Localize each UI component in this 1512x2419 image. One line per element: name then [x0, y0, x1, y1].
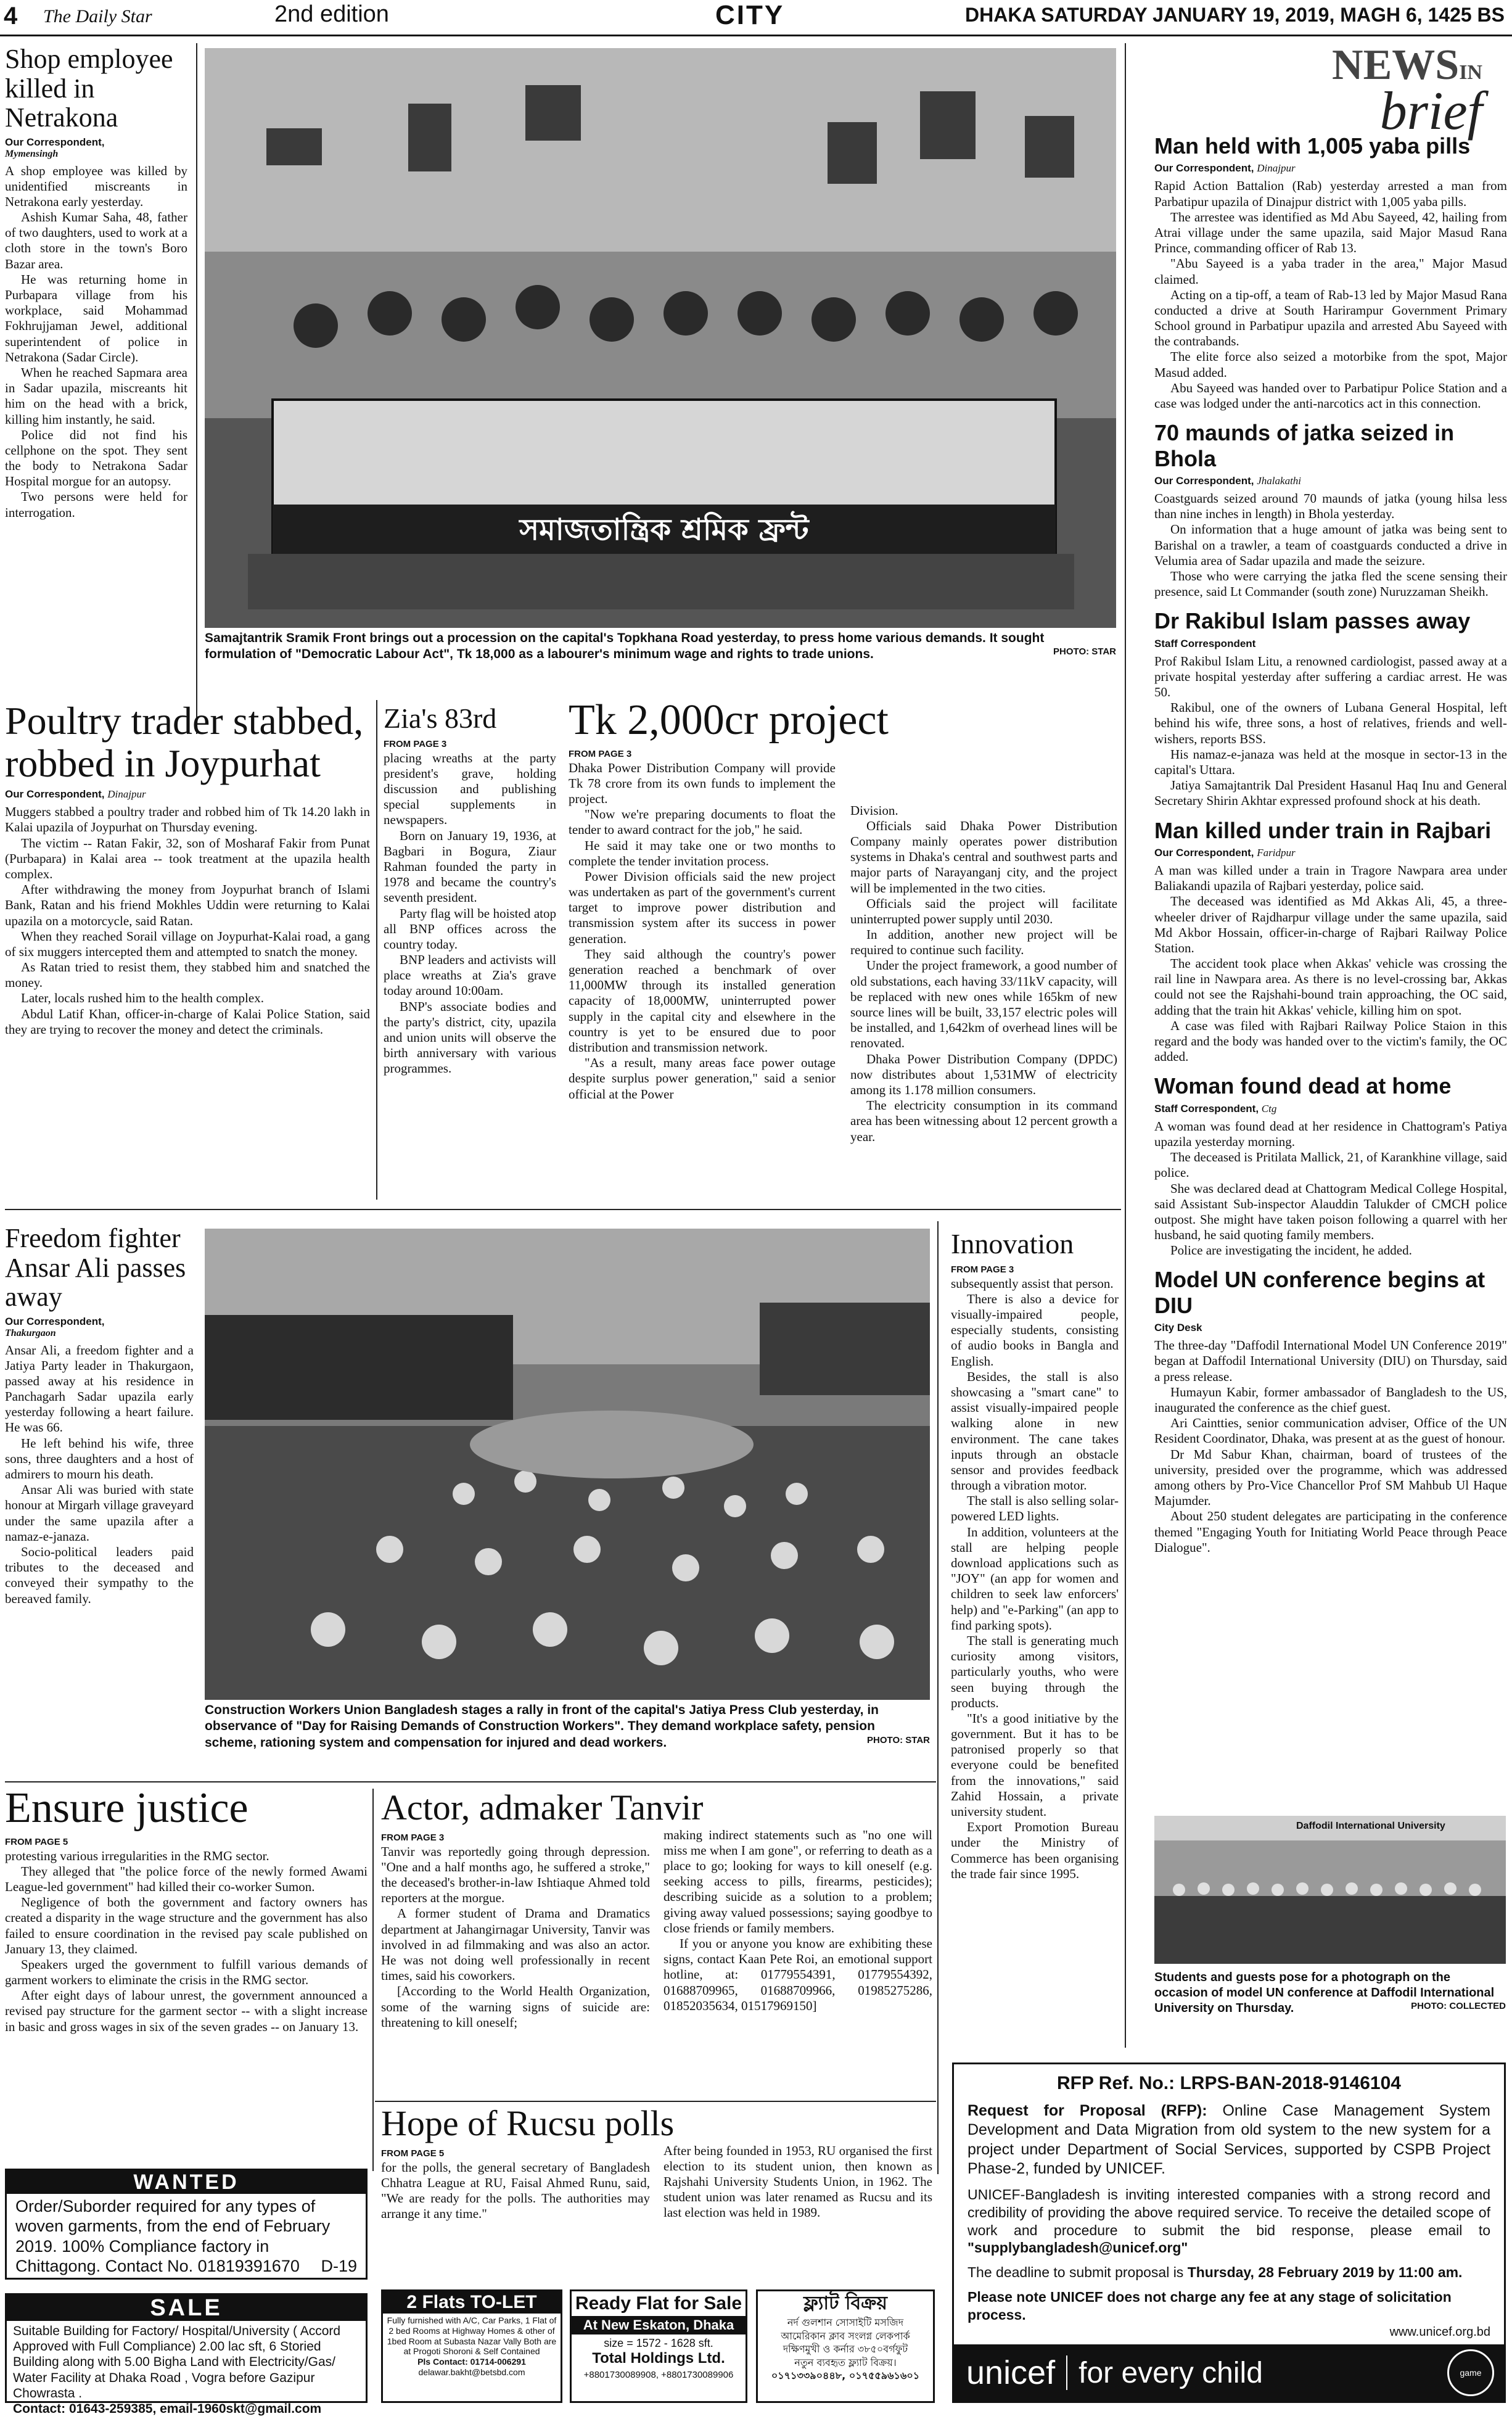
sale-ad: SALE Suitable Building for Factory/ Hospital/University ( Accord Approved with Full Compliance) 2.00 lac sft, 6 Storied Building along with 5.00 Bigha Land with Electricity/Gas/ Water Facility at Dhaka Road , Vogra before Gazipur Chowrasta . Contact: 01643-259385, email-1960skt@gmail.com: [5, 2293, 368, 2403]
headline: Hope of Rucsu polls: [381, 2103, 675, 2143]
news-in-brief: [1154, 41, 1507, 1556]
rfp-ref: RFP Ref. No.: LRPS-BAN-2018-9146104: [1057, 2073, 1401, 2093]
article-body-col1: Tanvir was reportedly going through depression. "One and a half months ago, he suffered a stroke," the deceased's brother-in-law Ishtiaque Ahmed told reporters at the morgue. A former student of Drama and Dramatics department at Jahangirnagar University, Tanvir was involved in ad filmmaking and was also an actor. He was not doing well professionally in recent times, said his coworkers. [According to the World Health Organization, some of the warning signs of suicide are: threatening to kill oneself;: [381, 1844, 650, 2030]
contact-email: "supplybangladesh@unicef.org": [968, 2240, 1188, 2256]
article-body-col2: Division. Officials said Dhaka Power Distribution Company mainly operates power distribution systems in Dhaka's central and southwest parts and major parts of Narayanganj city, and the project will be implemented in the two cities. Officials said the project will facilitate uninterrupted power supply until 2030. In addition, another new project will be required to continue such facility. Under the project framework, a good number of old substations, each having 33/11kV capacity, will be replaced with new ones while 165km of new source lines will be built, 33,157 electric poles will be installed, and 1,642km of overhead lines will be renovated. Dhaka Power Distribution Company (DPDC) now distributes about 1,531MW of electricity among its 1.178 million consumers. The electricity consumption in its command area has been witnessing about 12 percent growth a year.: [850, 802, 1117, 1144]
article-body: subsequently assist that person. There is also a device for visually-impaired people, especially students, consisting of audio books in Bangla and English. Besides, the stall is also showcasing a "smart cane" to assist visually-impaired people walking alone in new environment. The cane takes inputs through an obstacle sensor and provides feedback through a vibration motor. The stall is also selling solar-powered LED lights. In addition, volunteers at the stall are helping people download applications such as "JOY" (an app for women and children to seek law enforcers' help) and "e-Parking" (an app to find parking spots). The stall is generating much curiosity among visitors, particularly youths, who were seen buying through the products. "It's a good initiative by the government. But it has to be patronised properly so that everyone could be benefited from the innovations," said Zahid Hossain, a private university student. Export Promotion Bureau under the Ministry of Commerce has been organising the trade fair since 1995.: [951, 1275, 1119, 1881]
section-title: CITY: [715, 0, 785, 30]
article-body-col2: making indirect statements such as "no one will miss me when I am gone", or referring to death as a place to go; looking for ways to kill oneself (e.g. seeking access to pills, firearms, pesticides); describing suicide as a solution to a problem; giving away valued possessions; saying goodbye to close friends or family members. If you or anyone you know are exhibiting these signs, contact Kaan Pete Roi, an emotional support hotline, at: 01779554391, 01779554392, 01688709965, 01688709966, 01985275286, 01852035634, 01517969150]: [664, 1827, 932, 2013]
headline: Innovation: [951, 1228, 1074, 1259]
page-number: 4: [4, 2, 18, 30]
brief-headline: Man held with 1,005 yaba pills: [1154, 133, 1471, 159]
unicef-tagline: for every child: [1079, 2356, 1263, 2389]
article-body: Ansar Ali, a freedom fighter and a Jatiya Party leader in Thakurgaon, passed away at his residence in Panchagarh Sadar upazila early yesterday following a heart failure. He was 66. He left behind his wife, three sons, three daughters and a host of admirers to mourn his death. Ansar Ali was buried with state honour at Mirgarh village graveyard under the same upazila after a namaz-e-janaza. Socio-political leaders paid tributes to the deceased and conveyed their sympathy to the bereaved family.: [5, 1342, 194, 1606]
photo-caption-procession: Samajtantrik Sramik Front brings out a procession on the capital's Topkhana Road yesterday, to press home various demands. It sought formulation of "Democratic Labour Act", Tk 18,000 as a labourer's minimum wage and rights to trade unions. PHOTO: STAR: [205, 631, 1116, 662]
game-badge-icon: game: [1447, 2349, 1494, 2396]
photo-caption-model-un: Students and guests pose for a photograph on the occasion of model UN conference at Daffodil International University on Thursday. PHOTO: COLLECTED: [1154, 1971, 1506, 2015]
byline: Our Correspondent, Mymensingh: [5, 136, 105, 159]
fee-notice: Please note UNICEF does not charge any fee at any stage of solicitation process.: [968, 2289, 1452, 2323]
rally-image: [205, 1229, 930, 1700]
photo-model-un: [1154, 1816, 1506, 1964]
ready-flat-ad: Ready Flat for Sale At New Eskaton, Dhaka size = 1572 - 1628 sft. Total Holdings Ltd. +8801730089908, +8801730089906: [570, 2289, 747, 2403]
article-body-col1: Dhaka Power Distribution Company will provide Tk 78 crore from its own funds to implement the project. "Now we're preparing documents to float the tender to award contract for the job," he said. He said it may take one or two months to complete the tender invitation process. Power Division officials said the new project was undertaken as part of the government's current target to improve power distribution and transmission system after its success in power generation. They said although the country's power generation reached a benchmark of over 11,000MW through its installed generation capacity of 18,000MW, uninterrupted power supply in the capital city and elsewhere in the country is yet to be ensured due to poor distribution and transmission network. "As a result, many areas face power outage despite surplus power generation," said a senior official at the Power: [569, 760, 836, 1102]
brief-item: Man killed under train in Rajbari Our Correspondent, Faridpur A man was killed under a train in Tragore Nawpara area under Baliakandi upazila of Rajbari yesterday, police said. The deceased was identified as Md Akkas Ali, 45, a three-wheeler driver of Rajdharpur village under the same upazila, said Md Akbor Hossain, officer-in-charge of Rajbari Railway Police Station. The accident took place when Akkas' vehicle was crossing the rail line in Nawpara area. As there is no level-crossing bar, Akkas could not see the Rajshahi-bound train approaching, the OC said, adding that the train hit Akkas' vehicle, killing him on spot. A case was filed with Rajbari Railway Police Staion in this regard and the body was handed over to the victim's family, the OC added.: [1154, 817, 1507, 1065]
headline: Freedom fighter Ansar Ali passes away: [5, 1223, 186, 1313]
dateline: DHAKA SATURDAY JANUARY 19, 2019, MAGH 6, 1425 BS: [965, 4, 1505, 26]
unicef-logo: unicef: [966, 2354, 1056, 2391]
edition-label: 2nd edition: [274, 1, 389, 27]
article-body-col1: for the polls, the general secretary of Bangladesh Chhatra League at RU, Faisal Ahmed Runu, said, "We are ready for the polls. The authorities may arrange it any time.": [381, 2159, 650, 2222]
headline: Ensure justice: [5, 1784, 249, 1832]
headline: Tk 2,000cr project: [569, 696, 889, 744]
article-rucsu-polls: Hope of Rucsu polls FROM PAGE 5 for the polls, the general secretary of Bangladesh Chhatra League at RU, Faisal Ahmed Runu, said, "We are ready for the polls. The authorities may arrange it any time." After being founded in 1953, RU organised the first election to its student union, then known as Rajshahi University Students Union, in 1962. The student union was later renamed as Rucsu and its last election was held in 1989.: [381, 2103, 932, 2222]
masthead: [0, 0, 1512, 36]
byline: Our Correspondent, Thakurgaon: [5, 1315, 105, 1338]
photo-rally: [205, 1229, 930, 1700]
wanted-ad: WANTED Order/Suborder required for any types of woven garments, from the end of February 2019. 100% Compliance factory in Chittagong. Contact No. 01819391670 D-19: [5, 2169, 368, 2280]
photo-procession: [205, 48, 1116, 628]
headline: Zia's 83rd: [384, 703, 497, 734]
article-innovation: Innovation FROM PAGE 3 subsequently assist that person. There is also a device for visually-impaired people, especially students, consisting of audio books in Bangla and English. Besides, the stall is also showcasing a "smart cane" to assist visually-impaired people walking alone in new environment. The cane takes inputs through an obstacle sensor and provides feedback through a vibration motor. The stall is also selling solar-powered LED lights. In addition, volunteers at the stall are helping people download applications such as "JOY" (an app for women and children to seek law enforcers' help) and "e-Parking" (an app to find parking spots). The stall is generating much curiosity among visitors, particularly youths, who were seen buying through the products. "It's a good initiative by the government. But it has to be patronised properly so that everyone could be benefited from the innovations," said Zahid Hossain, a private university student. Export Promotion Bureau under the Ministry of Commerce has been organising the trade fair since 1995.: [951, 1228, 1119, 1881]
brief-headline: 70 maunds of jatka seized in Bhola: [1154, 420, 1455, 471]
brief-headline: Woman found dead at home: [1154, 1073, 1452, 1099]
flats-to-let-ad: 2 Flats TO-LET Fully furnished with A/C, Car Parks, 1 Flat of 2 bed Rooms at Highway Homes & other of 1bed Room at Subasta Nazar Vally Both are at Progoti Shoroni & Self Contained Pls Contact: 01714-006291 delawar.bakht@betsbd.com: [381, 2289, 562, 2403]
brief-item: Woman found dead at home Staff Correspondent, Ctg A woman was found dead at her residence in Chattogram's Patiya upazila yesterday morning. The deceased is Pritilata Mallick, 21, of Karankhine village, said police. She was declared dead at Chattogram Medical College Hospital, said Assistant Sub-inspector Alauddin Talukder of CMCH police outpost. She might have taken poison following a quarrel with her husband, he said quoting family members. Police are investigating the incident, he added.: [1154, 1073, 1507, 1258]
website: www.unicef.org.bd: [1389, 2325, 1490, 2339]
article-zia: Zia's 83rd FROM PAGE 3 placing wreaths at the party president's grave, holding discussion and publishing special supplements in newspapers. Born on January 19, 1936, at Bagbari in Bogura, Ziaur Rahman founded the party in 1978 and became the country's seventh president. Party flag will be hoisted atop all BNP offices across the country today. BNP leaders and activists will place wreaths at Zia's grave today around 10:00am. BNP's associate bodies and the party's district, city, upazila and union units will observe the birth anniversary with various programmes.: [384, 703, 556, 1076]
brief-item: 70 maunds of jatka seized in Bhola Our Correspondent, Jhalakathi Coastguards seized around 70 maunds of jatka (young hilsa less than nine inches in length) in Bhola yesterday. On information that a huge amount of jatka was being sent to Barishal on a trawler, a team of coastguards conducted a drive in Velumia area of Sadar upazila and made the seizure. Those who were carrying the jatka fled the scene sensing their presence, said Lt Commander (south zone) Nuruzzaman Sheikh.: [1154, 420, 1507, 600]
brief-headline: Man killed under train in Rajbari: [1154, 817, 1492, 843]
model-un-image: [1154, 1816, 1506, 1964]
article-body: A shop employee was killed by unidentified miscreants in Netrakona early yesterday. Ashish Kumar Saha, 48, father of two daughters, used to work at a cloth store in the town's Boro Bazar area. He was returning home in Purbapara village from his workplace, said Mohammad Fokhrujjaman Jewel, additional superintendent of police in Netrakona (Sadar Circle). When he reached Sapmara area in Sadar upazila, miscreants hit him on the head with a brick, killing him instantly, he said. Police did not find his cellphone on the spot. They sent the body to Netrakona Sadar Hospital morgue for an autopsy. Two persons were held for interrogation.: [5, 163, 187, 520]
article-body: Muggers stabbed a poultry trader and robbed him of Tk 14.20 lakh in Kalai upazila of Joypurhat on Thursday evening. The victim -- Ratan Fakir, 32, son of Mosharaf Fakir from Punat (Purbapara) in Kalai area -- took treatment at the upazila health complex. After withdrawing the money from Joypurhat branch of Islami Bank, Ratan and his friend Mokhles Uddin were returning to Kalai upazila on a motorcycle, said Ratan. When they reached Sorail village on Joypurhat-Kalai road, a gang of six muggers intercepted them and attempted to snatch the money. As Ratan tried to resist them, they stabbed him and snatched the money. Later, locals rushed him to the health complex. Abdul Latif Khan, officer-in-charge of Kalai Police Station, said they are trying to recover the money and detect the criminals.: [5, 804, 370, 1037]
article-body: protesting various irregularities in the RMG sector. They alleged that "the police force of the newly formed Awami League-led government" had killed their co-worker Sumon. Negligence of both the government and factory owners has created a disparity in the wage structure and the government has also failed to ensure coordination in the revised pay scale published on January 13, they claimed. Speakers urged the government to fulfill various demands of garment workers to eliminate the crisis in the RMG sector. After eight days of labour unrest, the government announced a revised pay structure for the garment sector -- with a slight increase in basic and gross wages in six of the seven grades -- on January 13.: [5, 1848, 368, 2034]
article-freedom-fighter: [5, 1224, 194, 1607]
article-body-col2: After being founded in 1953, RU organised the first election to its student union, then known as Rajshahi University Students Union, in 1962. The student union was later renamed as Rucsu and its last election was held in 1989.: [664, 2143, 932, 2220]
article-shop-employee: [5, 44, 187, 521]
brief-item: Model UN conference begins at DIU City Desk The three-day "Daffodil International Model UN Conference 2019" began at Daffodil International University (DIU) on Thursday, said a press release. Humayun Kabir, former ambassador of Bangladesh to the US, inaugurated the conference as the chief guest. Ari Caintties, senior communication adviser, Office of the UN Resident Coordinator, Dhaka, was present at as the guest of honour. Dr Md Sabur Khan, chairman, board of trustees of the university, presided over the programme, which was addressed among others by Pro-Vice Chancellor Prof SM Mahbub Ul Haque Majumder. About 250 student delegates are participating in the conference themed "Engaging Youth for Initiating World Peace through Peace Dialogue".: [1154, 1267, 1507, 1555]
brief-headline: Dr Rakibul Islam passes away: [1154, 608, 1471, 634]
byline: Our Correspondent, Dinajpur: [5, 788, 146, 801]
news-in-brief-heading: NEWSIN brief: [1332, 41, 1482, 141]
banner-text: সমাজতান্ত্রিক শ্রমিক ফ্রন্ট: [519, 513, 809, 547]
newspaper-logo: The Daily Star: [43, 6, 152, 27]
article-poultry-trader: [5, 699, 370, 1037]
headline: Poultry trader stabbed, robbed in Joypurhat: [5, 699, 364, 786]
brief-headline: Model UN conference begins at DIU: [1154, 1267, 1485, 1318]
article-actor-tanvir: Actor, admaker Tanvir FROM PAGE 3 Tanvir was reportedly going through depression. "One and a half months ago, he suffered a stroke," the deceased's brother-in-law Ishtiaque Ahmed told reporters at the morgue. A former student of Drama and Dramatics department at Jahangirnagar University, Tanvir was involved in ad filmmaking and was also an actor. He was not doing well professionally in recent times, said his coworkers. [According to the World Health Organization, some of the warning signs of suicide are: threatening to kill oneself; making indirect statements such as "no one will miss me when I am gone", or referring to death as a place to go; looking for ways to kill oneself (e.g. seeking access to pills, firearms, pesticides); describing suicide as a solution to a problem; giving away valued possessions; saying goodbye to close friends or family members. If you or anyone you know are exhibiting these signs, contact Kaan Pete Roi, an emotional support hotline, at: 01779554391, 01779554392, 01688709965, 01688709966, 01985275286, 01852035634, 01517969150]: [381, 1787, 932, 2030]
diu-banner: Daffodil International University: [1296, 1821, 1445, 1831]
article-body: placing wreaths at the party president's grave, holding discussion and publishing special supplements in newspapers. Born on January 19, 1936, at Bagbari in Bogura, Ziaur Rahman founded the party in 1978 and became the country's seventh president. Party flag will be hoisted atop all BNP offices across the country today. BNP leaders and activists will place wreaths at Zia's grave today around 10:00am. BNP's associate bodies and the party's district, city, upazila and union units will observe the birth anniversary with various programmes.: [384, 750, 556, 1076]
brief-item: Dr Rakibul Islam passes away Staff Correspondent Prof Rakibul Islam Litu, a renowned cardiologist, passed away at a private hospital yesterday after suffering a cardiac arrest. He was 50. Rakibul, one of the owners of Lubana General Hospital, left behind his wife, three sons, a host of relatives, friends and well-wishers, reports BSS. His namaz-e-janaza was held at the mosque in sector-13 in the capital's Uttara. Jatiya Samajtantrik Dal President Hasanul Haq Inu and General Secretary Shirin Akhtar expressed profound shock at his death.: [1154, 608, 1507, 809]
unicef-footer: [954, 2344, 1504, 2401]
photo-caption-rally: Construction Workers Union Bangladesh stages a rally in front of the capital's Jatiya Press Club yesterday, in observance of "Day for Raising Demands of Construction Workers". They demand workplace safety, pension scheme, rationing system and compensation for injured and dead workers. PHOTO: STAR: [205, 1703, 930, 1750]
article-tk-project: Tk 2,000cr project FROM PAGE 3 Dhaka Power Distribution Company will provide Tk 78 crore from its own funds to implement the project. "Now we're preparing documents to float the tender to award contract for the job," he said. He said it may take one or two months to complete the tender invitation process. Power Division officials said the new project was undertaken as part of the government's current target to improve power distribution and transmission system after its success in power generation. They said although the country's power generation reached a benchmark of over 11,000MW through its installed generation capacity of 18,000MW, uninterrupted power supply in the capital city and elsewhere in the country is yet to be ensured due to poor distribution and transmission network. "As a result, many areas face power outage despite surplus power generation," said a senior official at the Power Division. Officials said Dhaka Power Distribution Company mainly operates power distribution systems in Dhaka's central and southwest parts and major parts of Narayanganj city, and the project will be implemented in the two cities. Officials said the project will facilitate uninterrupted power supply until 2030. In addition, another new project will be required to continue such facility. Under the project framework, a good number of old substations, each having 33/11kV capacity, will be replaced with new ones while 165km of new source lines will be built, 33,157 electric poles will be installed, and 1,642km of overhead lines will be renovated. Dhaka Power Distribution Company (DPDC) now distributes about 1,531MW of electricity among its 1.178 million consumers. The electricity consumption in its command area has been witnessing about 12 percent growth a year.: [569, 696, 1117, 1144]
headline: Shop employee killed in Netrakona: [5, 44, 173, 133]
headline: Actor, admaker Tanvir: [381, 1787, 704, 1828]
unicef-ad: RFP Ref. No.: LRPS-BAN-2018-9146104 Request for Proposal (RFP): Online Case Management System Development and Data Migration from old system to the new system for a project under Department of Social Services, supported by CSPB Project Phase-2, funded by UNICEF. UNICEF-Bangladesh is inviting interested companies with a strong record and credibility of providing the above required service. To receive the detailed scope of work and procedure to submit the bid response, please email to "supplybangladesh@unicef.org" The deadline to submit proposal is Thursday, 28 February 2019 by 11:00 am. Please note UNICEF does not charge any fee at any stage of solicitation process. www.unicef.org.bd unicef for every child game: [952, 2063, 1506, 2403]
bangla-flat-sale-ad: ফ্ল্যাট বিক্রয় নর্দ গুলশান সোসাইটি মসজিদ আমেরিকান ক্লাব সংলগ্ন লেকপার্ক দক্ষিণমুখী ও কর্নার ৩৮৫০বর্গফুট নতুন ব্যবহৃত ফ্ল্যাট বিক্রয়। ০১৭১৩৩৯০৪৪৮, ০১৭৫৫৯৬১৬০১: [756, 2289, 935, 2403]
article-ensure-justice: Ensure justice FROM PAGE 5 protesting various irregularities in the RMG sector. They alleged that "the police force of the newly formed Awami League-led government" had killed their co-worker Sumon. Negligence of both the government and factory owners has created a disparity in the wage structure and the government has also failed to ensure coordination in the revised pay scale published on January 13, they claimed. Speakers urged the government to fulfill various demands of garment workers to eliminate the crisis in the RMG sector. After eight days of labour unrest, the government announced a revised pay structure for the garment sector -- with a slight increase in basic and gross wages in six of the seven grades -- on January 13.: [5, 1784, 368, 2034]
brief-item: Man held with 1,005 yaba pills Our Correspondent, Dinajpur Rapid Action Battalion (Rab) yesterday arrested a man from Parbatipur upazila of Dinajpur district with 1,005 yaba pills. The arrestee was identified as Md Abu Sayeed, 42, hailing from Atrai village under the same upazila, said Major Masud Rana Prince, commanding officer of Rab 13. "Abu Sayeed is a yaba trader in the area," Major Masud claimed. Acting on a tip-off, a team of Rab-13 led by Major Masud Rana conducted a drive at South Harirampur Government Primary School ground in Parbatipur upazila and arrested Abu Sayeed with the contrabands. The elite force also seized a motorbike from the spot, Major Masud added. Abu Sayeed was handed over to Parbatipur Police Station and a case was lodged under the anti-narcotics act in this connection.: [1154, 133, 1507, 411]
